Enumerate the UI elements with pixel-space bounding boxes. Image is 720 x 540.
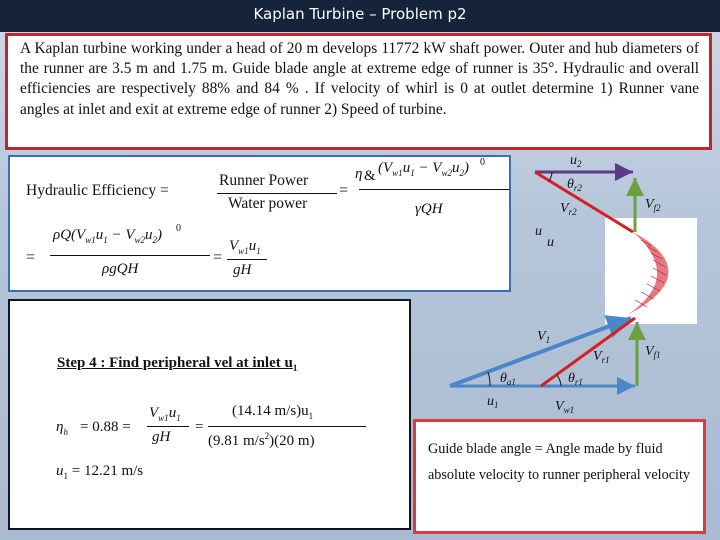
vr1-arrow — [541, 318, 635, 386]
slide-title: Kaplan Turbine – Problem p2 — [253, 5, 467, 23]
note-text: Guide blade angle = Angle made by fluid absolute velocity to runner peripheral velocity — [428, 441, 690, 483]
substituted-numerator: (14.14 $m/s)u_1$ — [232, 403, 314, 421]
problem-statement-box — [5, 33, 712, 150]
equals-sign: = — [195, 419, 204, 435]
substituted-denominator: (9.81 $m/s^2)(20$ m) — [208, 431, 315, 449]
gamma-QH-denominator: γQH — [415, 201, 443, 217]
hydraulic-efficiency-label: Hydraulic Efficiency = — [26, 182, 169, 199]
fraction-line — [50, 255, 210, 256]
fraction-line — [227, 259, 267, 260]
v1-label: $V_1$ — [537, 329, 551, 345]
equals-sign: = — [26, 249, 36, 266]
eta-symbol: η — [355, 166, 363, 182]
theta-a1-label: $\theta_{a1}$ — [500, 371, 516, 387]
u1-label: $u_1$ — [487, 394, 499, 410]
runner-power-numerator: Runner Power — [219, 172, 309, 189]
ampersand: & — [364, 168, 376, 184]
theta-r1-label: $\theta_{r1}$ — [568, 371, 583, 387]
u-label-a: u — [535, 224, 542, 239]
u-label-b: u — [547, 235, 554, 250]
theta-a1-arc — [488, 372, 490, 386]
rho-gQH-denominator: ρgQH — [102, 261, 139, 277]
problem-text: A Kaplan turbine working under a head of 20 m develops 11772 kW shaft power. Outer and hub diameters of the runner are 3.5 m and 1.75 m. Guide blade angle at extreme edge of runner is 35°. Hydraulic and overall efficiencies are respectively 88% and 84 % . If velocity of whirl is 0 at outlet determine 1) Runner vane angles at inlet and exit at extreme edge of runner 2) Speed of turbine. — [20, 40, 699, 118]
gH-denominator: gH — [233, 262, 252, 278]
vr2-label: $V_{r2}$ — [560, 201, 577, 217]
zero-superscript: 0 — [480, 157, 485, 168]
numerator-4: $V_{w1}u_1$ — [229, 238, 261, 256]
eta-h-symbol: $\eta_h$ — [56, 419, 68, 437]
zero-superscript: 0 — [176, 223, 181, 234]
water-power-denominator: Water power — [228, 195, 308, 212]
fraction-line — [208, 426, 366, 427]
velocity-triangle-diagram — [415, 150, 715, 420]
theta-r1-arc — [557, 375, 561, 386]
u2-label: $u_2$ — [570, 153, 582, 169]
title-bar — [0, 0, 720, 32]
step-4-box — [8, 299, 411, 530]
vr1-label: $V_{r1}$ — [593, 349, 610, 365]
equals-sign: = — [339, 182, 349, 199]
numerator-2: $(V_{w1}u_1 - V_{w2}u_2)$ — [378, 160, 469, 178]
step-4-heading: Step 4 : Find peripheral vel at inlet $u_1$ — [57, 355, 298, 373]
vf1-label: $V_{f1}$ — [645, 344, 661, 360]
vr2-arrow — [535, 172, 633, 232]
u1-result: $u_1 = 12.21$ m/s — [56, 463, 144, 481]
numerator-3: $\rho Q(V_{w1}u_1 - V_{w2}u_2)$ — [53, 227, 163, 245]
vw1-u1-numerator: $V_{w1}u_1$ — [149, 405, 181, 423]
equals-sign: = — [213, 249, 223, 266]
vw1-label: $V_{w1}$ — [555, 399, 575, 415]
vf2-label: $V_{f2}$ — [645, 197, 661, 213]
theta-r2-label: $\theta_{r2}$ — [567, 177, 582, 193]
efficiency-value: = 0.88 = — [80, 419, 131, 435]
blade-background — [605, 218, 697, 324]
guide-blade-angle-note — [413, 419, 706, 534]
fraction-line — [147, 426, 189, 427]
gH-denominator: gH — [152, 429, 171, 445]
